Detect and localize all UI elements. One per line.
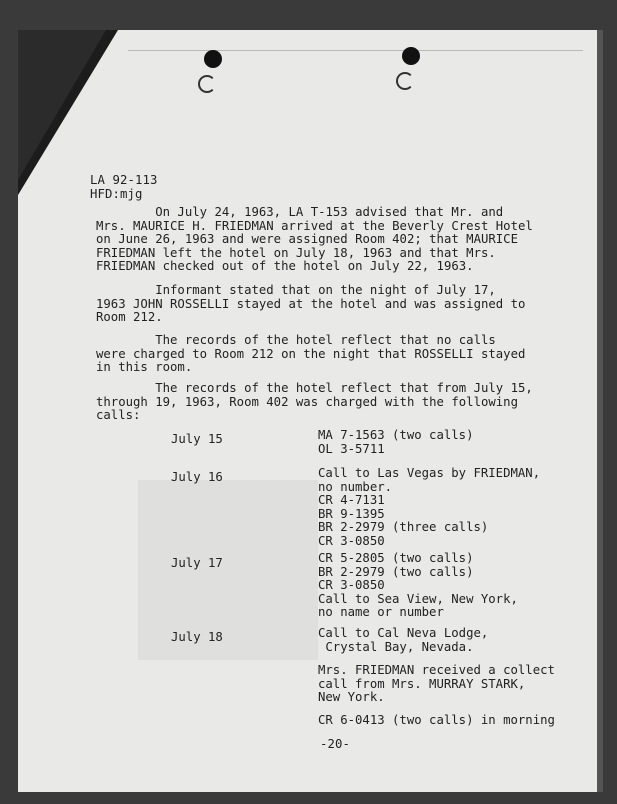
fastener-right-icon	[396, 72, 414, 90]
call-date-july-16: July 16	[171, 470, 223, 484]
punch-hole-left	[204, 50, 222, 68]
page-right-edge	[597, 30, 603, 792]
call-details-july-18: Call to Cal Neva Lodge, Crystal Bay, Nevada.	[318, 626, 489, 654]
call-details-july-15: MA 7-1563 (two calls) OL 3-5711	[318, 428, 474, 456]
folded-corner-shade	[18, 30, 106, 180]
call-details-morning: CR 6-0413 (two calls) in morning	[318, 713, 555, 727]
paragraph-1: On July 24, 1963, LA T-153 advised that Mr. and Mrs. MAURICE H. FRIEDMAN arrived at the Beverly Crest Hotel on June 26, 1963 and were assigned Room 402; that MAURICE FRIEDMAN left the hotel on July 18, 1963 and that Mrs. FRIEDMAN checked out of the hotel on July 22, 1963.	[96, 205, 533, 274]
page-top-rule	[128, 50, 583, 51]
paragraph-4: The records of the hotel reflect that from July 15, through 19, 1963, Room 402 was charged with the following calls:	[96, 381, 533, 423]
paragraph-3: The records of the hotel reflect that no calls were charged to Room 212 on the night that ROSSELLI stayed in this room.	[96, 333, 526, 375]
document-page	[18, 30, 603, 792]
punch-hole-right	[402, 47, 420, 65]
page-number: -20-	[320, 737, 351, 751]
call-details-july-16: Call to Las Vegas by FRIEDMAN, no number. CR 4-7131 BR 9-1395 BR 2-2979 (three calls) CR 3-0850	[318, 466, 541, 548]
call-details-july-17: CR 5-2805 (two calls) BR 2-2979 (two calls) CR 3-0850 Call to Sea View, New York, no name or number	[318, 551, 518, 620]
fastener-left-icon	[198, 75, 216, 93]
initials: HFD:mjg	[90, 187, 143, 201]
call-date-july-15: July 15	[171, 432, 223, 446]
call-details-collect: Mrs. FRIEDMAN received a collect call from Mrs. MURRAY STARK, New York.	[318, 663, 555, 705]
paragraph-2: Informant stated that on the night of July 17, 1963 JOHN ROSSELLI stayed at the hotel and was assigned to Room 212.	[96, 283, 526, 325]
call-date-july-18: July 18	[171, 630, 223, 644]
bleed-through-smudge	[138, 480, 318, 660]
file-number: LA 92-113	[90, 173, 158, 187]
call-date-july-17: July 17	[171, 556, 223, 570]
